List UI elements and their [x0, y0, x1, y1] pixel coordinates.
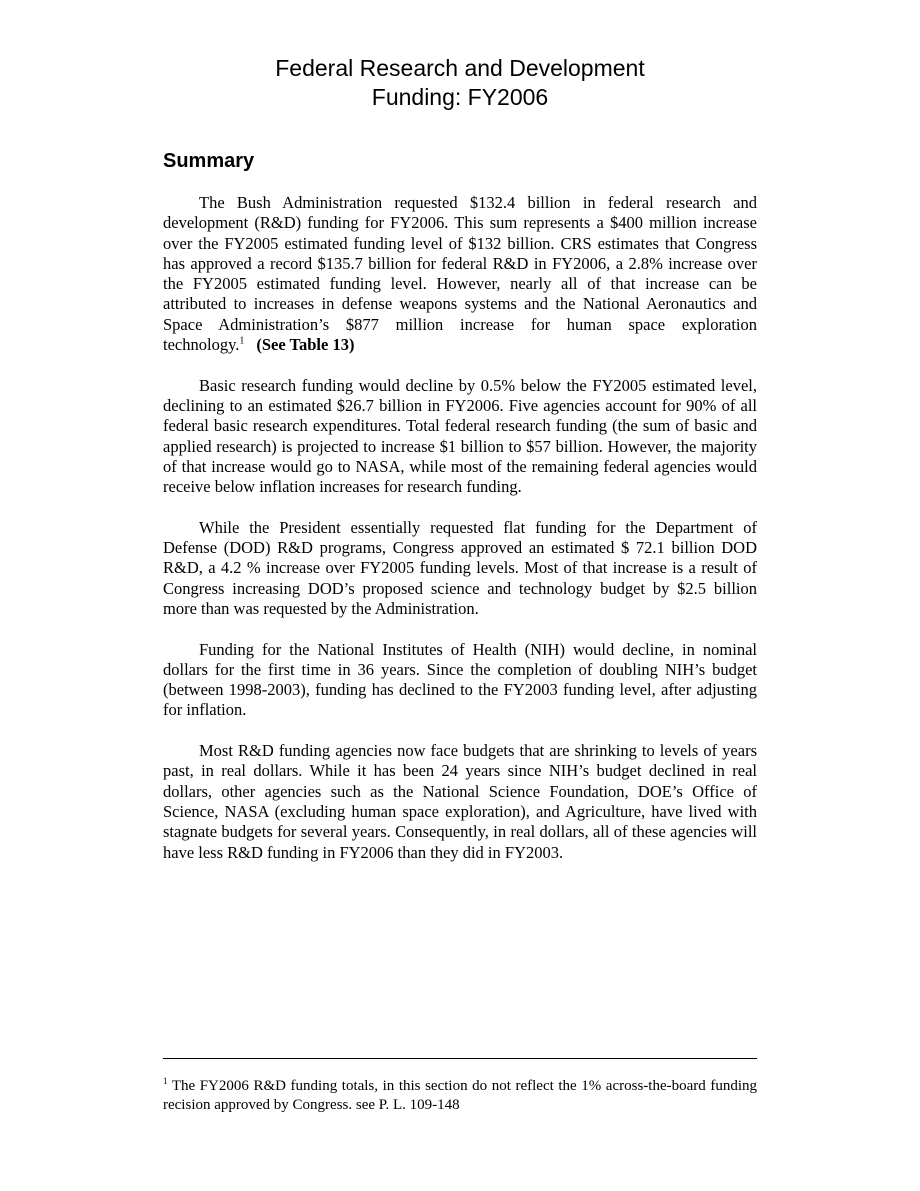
summary-body — [163, 193, 757, 883]
paragraph-5: Most R&D funding agencies now face budgets that are shrinking to levels of years past, in real dollars. While it has been 24 years since NIH’s budget declined in real dollars, other agencies such as the National Science Foundation, DOE’s Office of Science, NASA (excluding human space exploration), and Agriculture, have lived with stagnate budgets for several years. Consequently, in real dollars, all of these agencies will have less R&D funding in FY2006 than they did in FY2003. — [163, 741, 757, 862]
page-title-line-1: Federal Research and Development — [275, 55, 645, 81]
footnote-divider — [163, 1058, 757, 1059]
footnote-marker: 1 — [163, 1076, 168, 1086]
see-table-reference: (See Table 13) — [256, 335, 355, 355]
paragraph-1-text: The Bush Administration requested $132.4 billion in federal research and development (R&D) funding for FY2006. This sum represents a $400 million increase over the FY2005 estimated funding level of $132 billion. CRS estimates that Congress has approved a record $135.7 billion for federal R&D in FY2006, a 2.8% increase over the FY2005 estimated funding level. However, nearly all of that increase can be attributed to increases in defense weapons systems and the National Aeronautics and Space Administration’s $877 million increase for human space exploration technology. — [163, 193, 757, 355]
paragraph-1 — [163, 193, 757, 355]
footnote-reference: 1 — [239, 335, 245, 347]
footnote — [163, 1077, 757, 1115]
footnote-text: The FY2006 R&D funding totals, in this section do not reflect the 1% across-the-board funding recision approved by Congress. see P. L. 109-148 — [163, 1078, 758, 1113]
paragraph-3: While the President essentially requested flat funding for the Department of Defense (DOD) R&D programs, Congress approved an estimated $ 72.1 billion DOD R&D, a 4.2 % increase over FY2005 funding levels. Most of that increase is a result of Congress increasing DOD’s proposed science and technology budget by $2.5 billion more than was requested by the Administration. — [163, 517, 757, 618]
page-title — [0, 54, 920, 112]
section-heading-summary: Summary — [163, 150, 255, 172]
paragraph-2: Basic research funding would decline by 0.5% below the FY2005 estimated level, declining to an estimated $26.7 billion in FY2006. Five agencies account for 90% of all federal basic research expenditures. Total federal research funding (the sum of basic and applied research) is projected to increase $1 billion to $57 billion. However, the majority of that increase would go to NASA, while most of the remaining federal agencies would receive below inflation increases for research funding. — [163, 375, 757, 497]
page-title-line-2: Funding: FY2006 — [371, 84, 549, 110]
paragraph-4: Funding for the National Institutes of Health (NIH) would decline, in nominal dollars for the first time in 36 years. Since the completion of doubling NIH’s budget (between 1998-2003), funding has declined to the FY2003 funding level, after adjusting for inflation. — [163, 639, 757, 720]
